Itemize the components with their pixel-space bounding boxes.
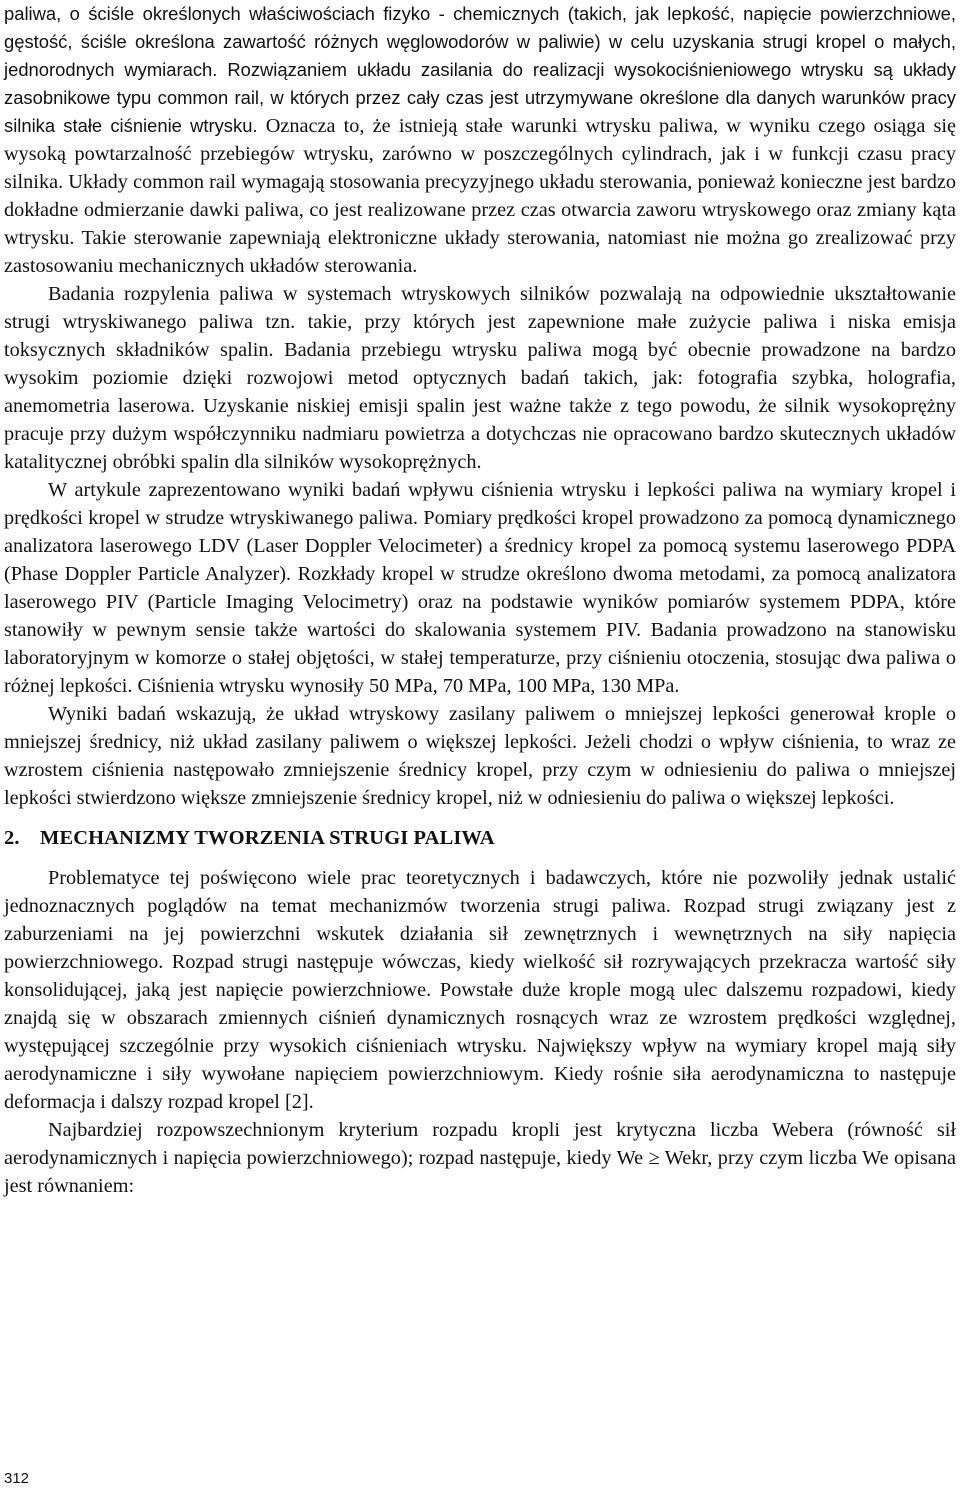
paragraph-2: Badania rozpylenia paliwa w systemach wtryskowych silników pozwalają na odpowiednie ukształtowanie strugi wtryskiwanego paliwa tzn. takie, przy których jest zapewnione małe zużycie paliwa i niska emisja toksycznych składników spalin. Badania przebiegu wtrysku paliwa mogą być obecnie prowadzone na bardzo wysokim poziomie dzięki rozwojowi metod optycznych badań takich, jak: fotografia szybka, holografia, anemometria laserowa. Uzyskanie niskiej emisji spalin jest ważne także z tego powodu, że silnik wysokoprężny pracuje przy dużym współczynniku nadmiaru powietrza a dotychczas nie opracowano bardzo skutecznych układów katalitycznej obróbki spalin dla silników wysokoprężnych. [4,283,956,473]
paragraph-5: Problematyce tej poświęcono wiele prac teoretycznych i badawczych, które nie pozwoliły jednak ustalić jednoznacznych poglądów na temat mechanizmów tworzenia strugi paliwa. Rozpad strugi związany jest z zaburzeniami na jej powierzchni wskutek działania sił zewnętrznych i wewnętrznych na siły napięcia powierzchniowego. Rozpad strugi następuje wówczas, kiedy wielkość sił rozrywających przekracza wartość siły konsolidującej, jaką jest napięcie powierzchniowe. Powstałe duże krople mogą ulec dalszemu rozpadowi, kiedy znajdą się w obszarach zmiennych ciśnień dynamicznych rosnących wraz ze wzrostem prędkości względnej, występującej szczególnie przy wysokich ciśnieniach wtrysku. Największy wpływ na wymiary kropel mają siły aerodynamiczne i siły wywołane napięciem powierzchniowym. Kiedy rośnie siła aerodynamiczna to następuje deformacja i dalszy rozpad kropel [2]. [4,867,956,1113]
paragraph-1-part-b: Oznacza to, że istnieją stałe warunki wtrysku paliwa, w wyniku czego osiąga się wysoką powtarzalność przebiegów wtrysku, zarówno w poszczególnych cylindrach, jak i w funkcji czasu pracy silnika. Układy common rail wymagają stosowania precyzyjnego układu sterowania, ponieważ konieczne jest bardzo dokładne odmierzanie dawki paliwa, co jest realizowane przez czas otwarcia zaworu wtryskowego oraz zmiany kąta wtrysku. Takie sterowanie zapewniają elektroniczne układy sterowania, natomiast nie można go zrealizować przy zastosowaniu mechanicznych układów sterowania. [4,115,957,277]
section-heading [4,824,956,852]
paragraph-1-part-a: paliwa, o ściśle określonych właściwościach fizyko - chemicznych (takich, jak lepkość, napięcie powierzchniowe, gęstość, ściśle określona zawartość różnych węglowodorów w paliwie) w celu uzyskania strugi kropel o małych, jednorodnych wymiarach. Rozwiązaniem układu zasilania do realizacji wysokociśnieniowego wtrysku są układy zasobnikowe typu common rail, w których przez cały czas jest utrzymywane określone dla danych warunków pracy silnika stałe ciśnienie wtrysku. [4,3,956,136]
section-number: 2. [4,827,20,849]
document-page [4,0,956,1200]
section-title: MECHANIZMY TWORZENIA STRUGI PALIWA [40,827,495,849]
paragraph-1 [4,0,956,280]
paragraph-6: Najbardziej rozpowszechnionym kryterium rozpadu kropli jest krytyczna liczba Webera (równość sił aerodynamicznych i napięcia powierzchniowego); rozpad następuje, kiedy We ≥ Wekr, przy czym liczba We opisana jest równaniem: [4,1119,956,1197]
paragraph-4: Wyniki badań wskazują, że układ wtryskowy zasilany paliwem o mniejszej lepkości generował krople o mniejszej średnicy, niż układ zasilany paliwem o większej lepkości. Jeżeli chodzi o wpływ ciśnienia, to wraz ze wzrostem ciśnienia następowało zmniejszenie średnicy kropel, przy czym w odniesieniu do paliwa o mniejszej lepkości stwierdzono większe zmniejszenie średnicy kropel, niż w odniesieniu do paliwa o większej lepkości. [4,703,956,809]
paragraph-3: W artykule zaprezentowano wyniki badań wpływu ciśnienia wtrysku i lepkości paliwa na wymiary kropel i prędkości kropel w strudze wtryskiwanego paliwa. Pomiary prędkości kropel prowadzono za pomocą dynamicznego analizatora laserowego LDV (Laser Doppler Velocimeter) a średnicy kropel za pomocą systemu laserowego PDPA (Phase Doppler Particle Analyzer). Rozkłady kropel w strudze określono dwoma metodami, za pomocą analizatora laserowego PIV (Particle Imaging Velocimetry) oraz na podstawie wyników pomiarów systemem PDPA, które stanowiły w pewnym sensie także wartości do skalowania systemem PIV. Badania prowadzono na stanowisku laboratoryjnym w komorze o stałej objętości, w stałej temperaturze, przy ciśnieniu otoczenia, stosując dwa paliwa o różnej lepkości. Ciśnienia wtrysku wynosiły 50 MPa, 70 MPa, 100 MPa, 130 MPa. [4,479,956,697]
page-number: 312 [4,1470,30,1487]
